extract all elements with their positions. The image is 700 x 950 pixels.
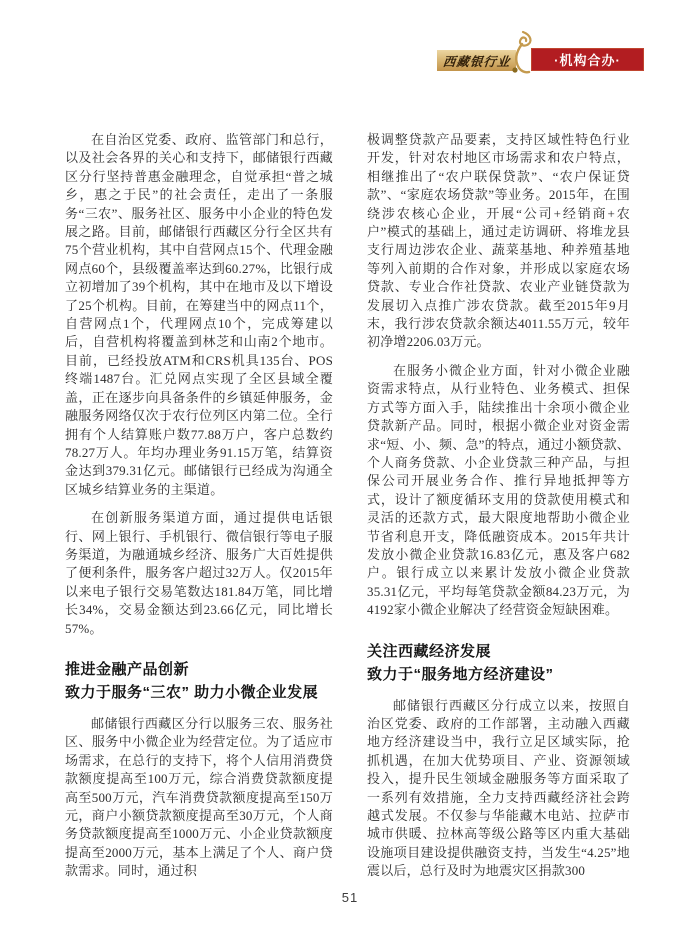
left-section-heading-line1: 推进金融产品创新	[65, 660, 190, 678]
brand-plate	[437, 50, 516, 71]
right-section-heading	[367, 640, 630, 686]
page-header	[0, 0, 700, 90]
left-paragraph-1: 在自治区党委、政府、监管部门和总行，以及社会各界的关心和支持下，邮储银行西藏区分行坚持普惠金融理念，自觉承担“普之城乡，惠之于民”的社会责任，走出了一条服务“三农”、服务社区、服务中小企业的特色发展之路。目前，邮储银行西藏区分行全区共有75个营业机构，其中自营网点15个、代理金融网点60个，县级覆盖率达到60.27%，比银行成立初增加了39个机构，其中在地市及以下增设了25个机构。目前，在筹建当中的网点11个，自营网点1个，代理网点10个，完成筹建以后，自营机构将覆盖到林芝和山南2个地市。目前，已经投放ATM和CRS机具135台、POS终端1487台。汇兑网点实现了全区县域全覆盖，正在逐步向具备条件的乡镇延伸服务，金融服务网络仅次于农行位列区内第二位。全行拥有个人结算账户数77.88万户，客户总数约78.27万人。年均办理业务91.15万笔，结算资金达到379.31亿元。邮储银行已经成为沟通全区城乡结算业务的主渠道。	[65, 132, 333, 497]
page-number: 51	[341, 890, 359, 905]
right-section-heading-line1: 关注西藏经济发展	[367, 642, 492, 660]
brand-title: 西藏银行业	[441, 54, 511, 69]
left-column	[65, 131, 333, 891]
right-paragraph-1: 极调整贷款产品要素，支持区域性特色行业开发，针对农村地区市场需求和农户特点，相继推出了“农户联保贷款”、“农户保证贷款”、“家庭农场贷款”等业务。2015年，在围绕涉农核心企业，开展“公司+经销商+农户”模式的基础上，通过走访调研、将堆龙县支行周边涉农企业、蔬菜基地、种养殖基地等列入前期的合作对象，并形成以家庭农场贷款、专业合作社贷款、农业产业链贷款为发展切入点推广涉农贷款。截至2015年9月末，我行涉农贷款余额达4011.55万元，较年初净增2206.03万元。	[367, 132, 630, 350]
right-paragraph-2: 在服务小微企业方面，针对小微企业融资需求特点，从行业特色、业务模式、担保方式等方面入手，陆续推出十余项小微企业贷款新产品。同时，根据小微企业对资金需求“短、小、频、急”的特点，通过小额贷款、个人商务贷款、小企业贷款三种产品，与担保公司开展业务合作、推行异地抵押等方式，设计了额度循环支用的贷款使用模式和灵活的还款方式，最大限度地帮助小微企业节省利息开支，降低融资成本。2015年共计发放小微企业贷款16.83亿元，惠及客户682户。银行成立以来累计发放小微企业贷款35.31亿元，平均每笔贷款金额84.23万元，为4192家小微企业解决了经营资金短缺困难。	[367, 362, 630, 618]
right-section-heading-line2: 致力于“服务地方经济建设”	[367, 665, 554, 683]
left-section-heading-line2: 致力于服务“三农” 助力小微企业发展	[65, 683, 319, 701]
left-section-heading	[65, 658, 333, 704]
left-paragraph-2: 在创新服务渠道方面，通过提供电话银行、网上银行、手机银行、微信银行等电子服务渠道，为融通城乡经济、服务广大百姓提供了便利条件，服务客户超过32万人。仅2015年以来电子银行交易笔数达181.84万笔，同比增长34%，交易金额达到23.66亿元，同比增长57%。	[65, 510, 333, 636]
section-title: ·机构合办·	[554, 53, 621, 68]
left-paragraph-3: 邮储银行西藏区分行以服务三农、服务社区、服务中小微企业为经营定位。为了适应市场需求，在总行的支持下，将个人信用消费贷款额度提高至100万元，综合消费贷款额度提高至500万元，汽车消费贷款额度提高至150万元，商户小额贷款额度提高至30万元，个人商务贷款额度提高至1000万元、小企业贷款额度提高至2000万元，基本上满足了个人、商户贷款需求。同时，通过积	[65, 715, 333, 879]
section-plate	[531, 48, 644, 71]
right-paragraph-3: 邮储银行西藏区分行成立以来，按照自治区党委、政府的工作部署，主动融入西藏地方经济建设当中，我行立足区域实际，抢抓机遇，在加大优势项目、产业、资源领域投入，提升民生领域金融服务等方面采取了一系列有效措施，全力支持西藏经济社会跨越式发展。不仅参与华能藏木电站、拉萨市城市供暖、拉林高等级公路等区内重大基础设施项目建设提供融资支持，当发生“4.25”地震以后，总行及时为地震灾区捐款300	[367, 697, 630, 879]
right-column	[367, 131, 630, 891]
